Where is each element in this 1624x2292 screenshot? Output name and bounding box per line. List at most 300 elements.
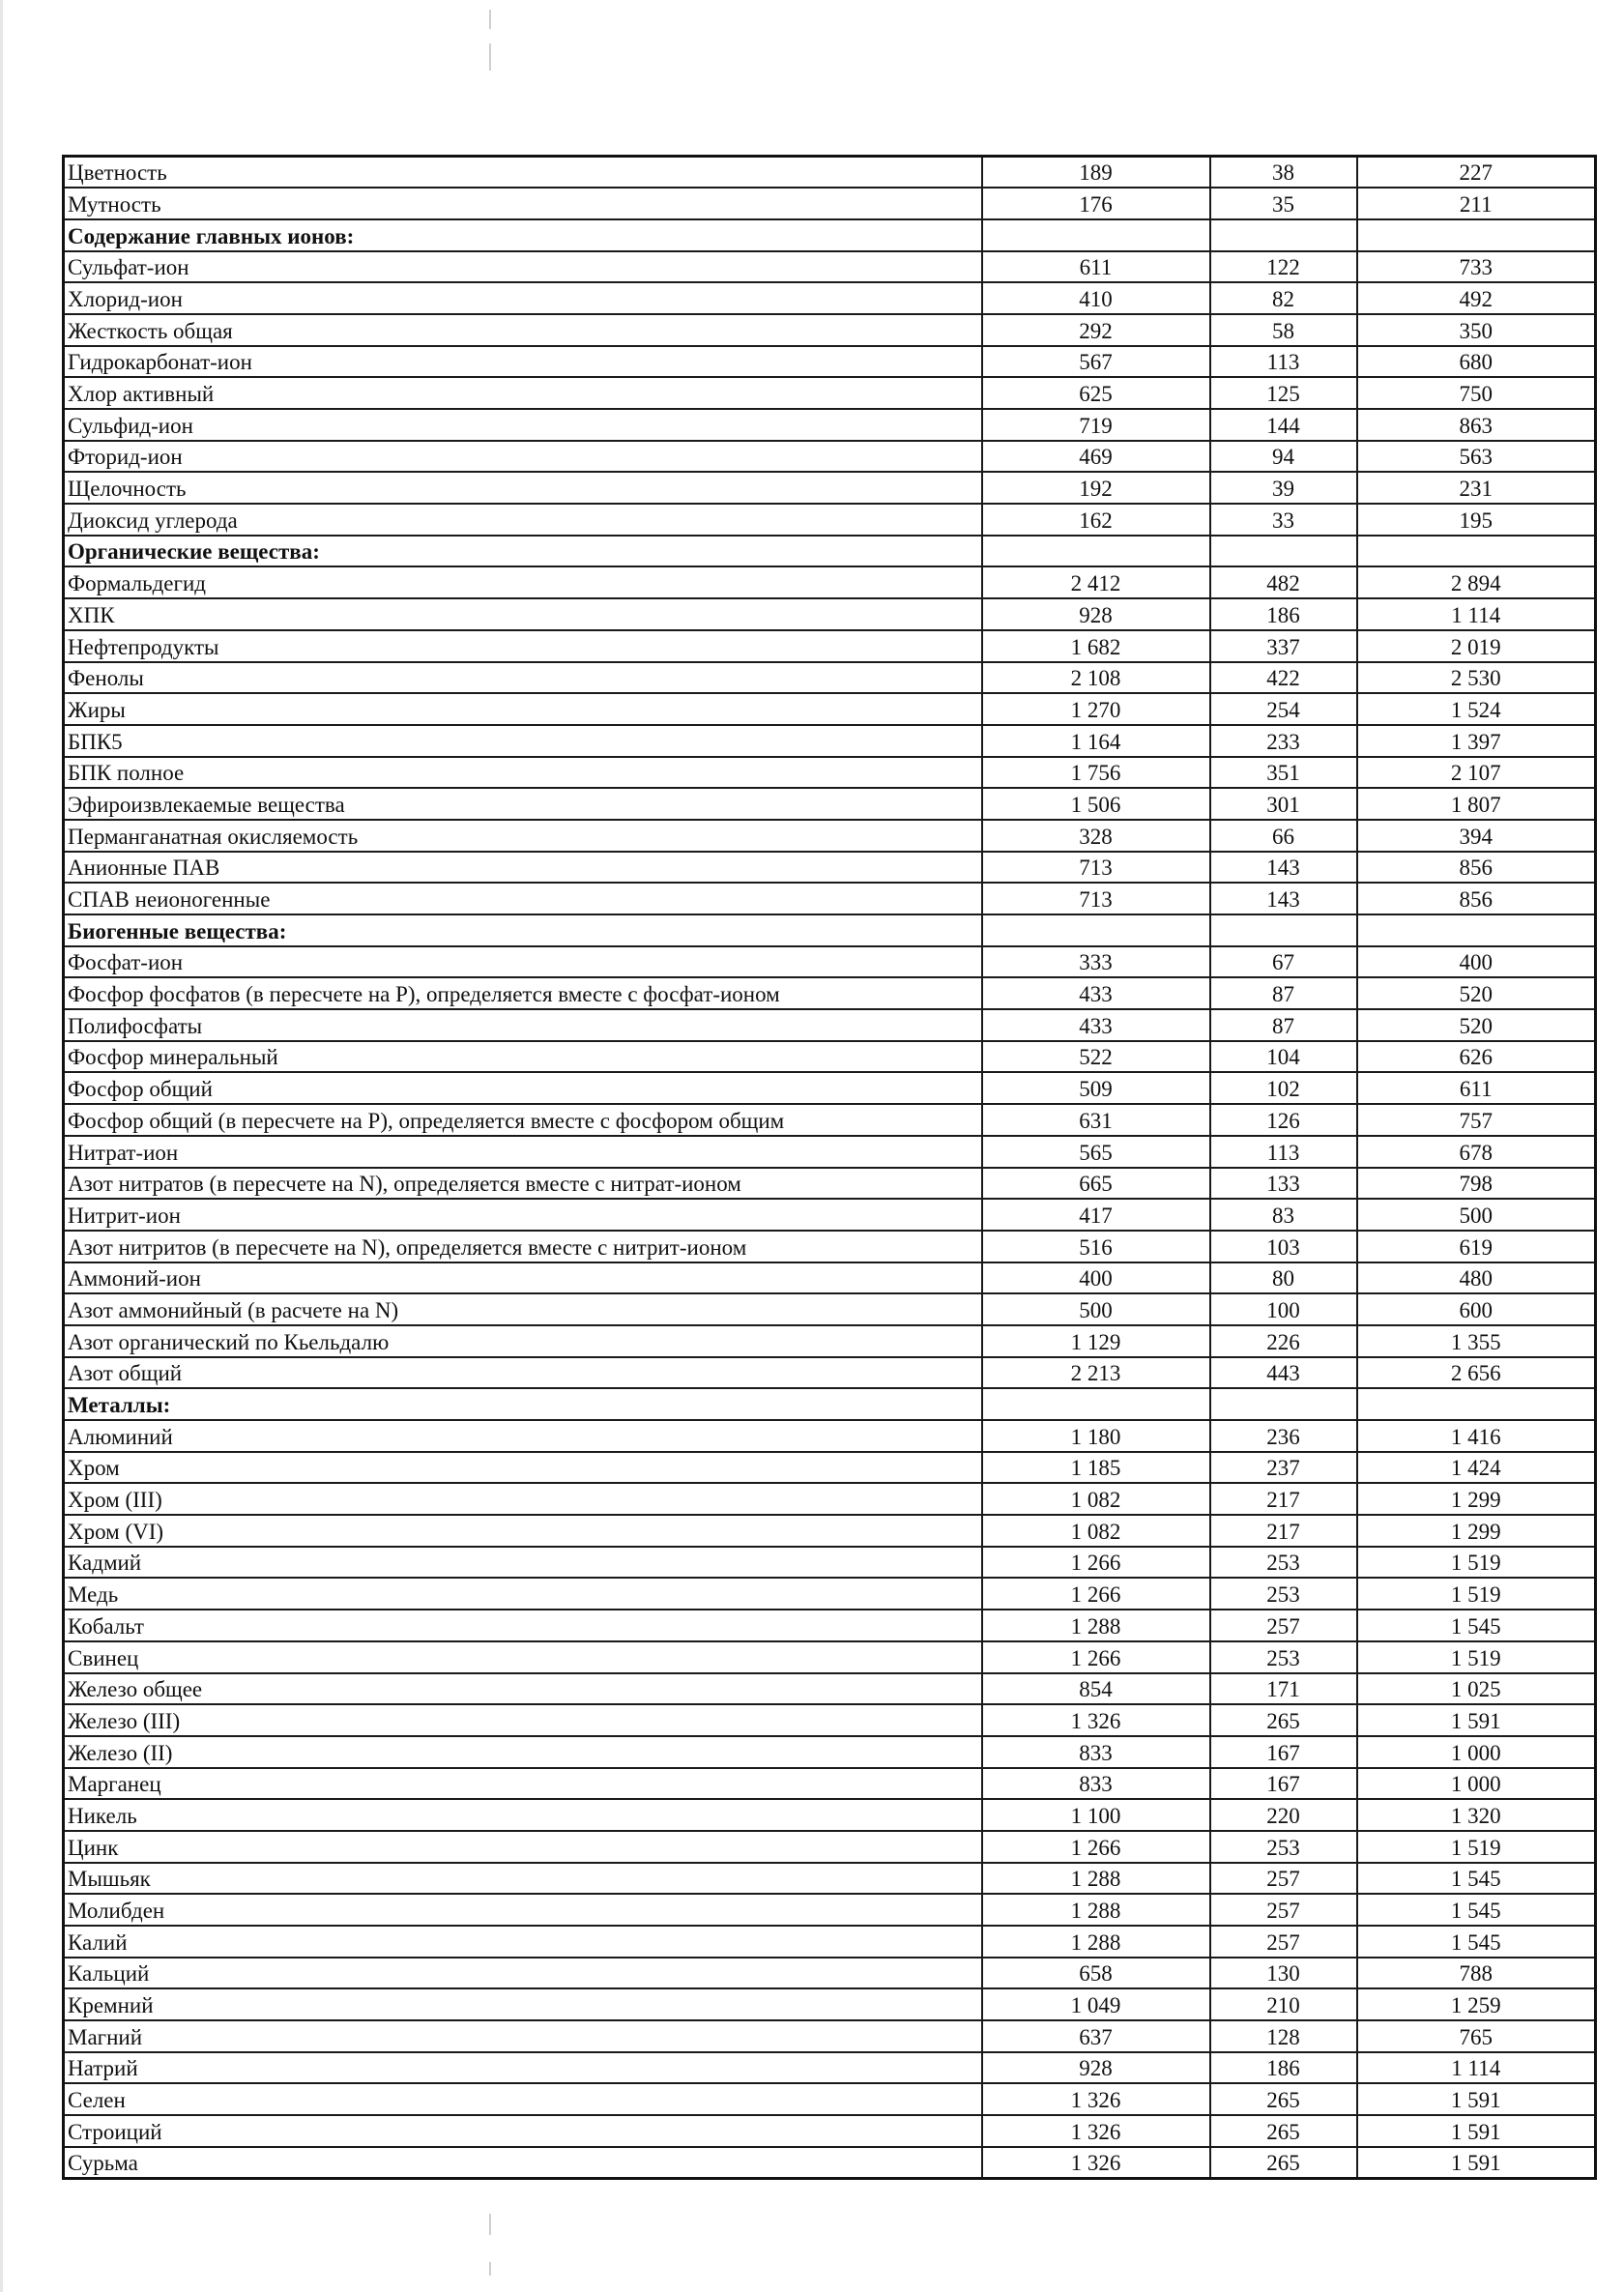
value-1-cell: 665 xyxy=(982,1168,1210,1200)
total-cell: 1 355 xyxy=(1357,1325,1596,1357)
value-1-cell: 333 xyxy=(982,946,1210,978)
table-row xyxy=(64,1483,1596,1515)
parameter-name: Магний xyxy=(64,2020,982,2052)
parameter-name: Молибден xyxy=(64,1894,982,1926)
total-cell: 1 299 xyxy=(1357,1515,1596,1547)
parameter-name: Кремний xyxy=(64,1988,982,2020)
value-1-cell xyxy=(982,914,1210,946)
parameter-name: СПАВ неионогенные xyxy=(64,883,982,914)
value-2-cell: 226 xyxy=(1210,1325,1357,1357)
total-cell: 619 xyxy=(1357,1231,1596,1262)
value-1-cell: 625 xyxy=(982,377,1210,409)
table-row xyxy=(64,693,1596,725)
value-1-cell: 1 082 xyxy=(982,1483,1210,1515)
value-2-cell: 167 xyxy=(1210,1768,1357,1800)
total-cell: 231 xyxy=(1357,472,1596,504)
value-1-cell: 162 xyxy=(982,504,1210,536)
parameter-name: Фосфор фосфатов (в пересчете на Р), определяется вместе с фосфат-ионом xyxy=(64,977,982,1009)
value-2-cell: 265 xyxy=(1210,2115,1357,2147)
table-row xyxy=(64,1894,1596,1926)
total-cell: 1 025 xyxy=(1357,1673,1596,1705)
parameter-name: Щелочность xyxy=(64,472,982,504)
value-2-cell: 210 xyxy=(1210,1988,1357,2020)
parameter-name: Цветность xyxy=(64,157,982,189)
total-cell: 1 259 xyxy=(1357,1988,1596,2020)
section-title: Металлы: xyxy=(64,1388,982,1420)
parameter-name: Формальдегид xyxy=(64,566,982,598)
total-cell: 765 xyxy=(1357,2020,1596,2052)
table-row xyxy=(64,282,1596,314)
scan-artifact xyxy=(489,2262,491,2276)
table-row xyxy=(64,662,1596,694)
total-cell: 492 xyxy=(1357,282,1596,314)
table-row xyxy=(64,1863,1596,1895)
total-cell: 1 000 xyxy=(1357,1768,1596,1800)
value-2-cell: 87 xyxy=(1210,977,1357,1009)
table-row xyxy=(64,1736,1596,1768)
parameter-name: Калий xyxy=(64,1926,982,1958)
parameter-name: Кальций xyxy=(64,1958,982,1989)
parameter-name: Азот органический по Кьельдалю xyxy=(64,1325,982,1357)
parameter-name: Полифосфаты xyxy=(64,1009,982,1041)
section-header-row xyxy=(64,536,1596,567)
total-cell: 1 524 xyxy=(1357,693,1596,725)
total-cell: 750 xyxy=(1357,377,1596,409)
table-row xyxy=(64,2115,1596,2147)
value-2-cell: 87 xyxy=(1210,1009,1357,1041)
section-title: Биогенные вещества: xyxy=(64,914,982,946)
value-2-cell: 217 xyxy=(1210,1483,1357,1515)
parameter-name: Аммоний-ион xyxy=(64,1262,982,1294)
table-row xyxy=(64,977,1596,1009)
total-cell xyxy=(1357,219,1596,251)
parameter-name: Свинец xyxy=(64,1641,982,1673)
value-1-cell: 713 xyxy=(982,883,1210,914)
value-1-cell: 189 xyxy=(982,157,1210,189)
total-cell: 1 545 xyxy=(1357,1863,1596,1895)
value-2-cell: 167 xyxy=(1210,1736,1357,1768)
total-cell: 611 xyxy=(1357,1072,1596,1104)
value-2-cell: 237 xyxy=(1210,1452,1357,1484)
parameter-name: Перманганатная окисляемость xyxy=(64,820,982,852)
table-row xyxy=(64,409,1596,441)
table-row xyxy=(64,1262,1596,1294)
value-2-cell xyxy=(1210,1388,1357,1420)
table-row xyxy=(64,1136,1596,1168)
parameter-name: Железо общее xyxy=(64,1673,982,1705)
value-1-cell: 1 270 xyxy=(982,693,1210,725)
table-row xyxy=(64,1547,1596,1579)
page-edge xyxy=(0,0,3,2292)
value-1-cell: 1 326 xyxy=(982,2115,1210,2147)
value-1-cell: 417 xyxy=(982,1199,1210,1231)
value-2-cell: 126 xyxy=(1210,1104,1357,1136)
total-cell: 227 xyxy=(1357,157,1596,189)
total-cell: 480 xyxy=(1357,1262,1596,1294)
parameter-name: Фторид-ион xyxy=(64,441,982,473)
value-1-cell: 292 xyxy=(982,314,1210,346)
total-cell: 1 519 xyxy=(1357,1641,1596,1673)
value-2-cell: 257 xyxy=(1210,1863,1357,1895)
value-2-cell: 83 xyxy=(1210,1199,1357,1231)
table-row xyxy=(64,1610,1596,1641)
value-1-cell: 433 xyxy=(982,1009,1210,1041)
value-2-cell: 301 xyxy=(1210,788,1357,820)
total-cell: 563 xyxy=(1357,441,1596,473)
total-cell: 1 545 xyxy=(1357,1610,1596,1641)
value-2-cell: 351 xyxy=(1210,757,1357,789)
table-row xyxy=(64,314,1596,346)
table-row xyxy=(64,1926,1596,1958)
value-1-cell: 1 326 xyxy=(982,2147,1210,2179)
table-row xyxy=(64,504,1596,536)
parameter-name: Цинк xyxy=(64,1831,982,1863)
parameter-name: Нефтепродукты xyxy=(64,630,982,662)
parameter-name: Азот нитратов (в пересчете на N), определяется вместе с нитрат-ионом xyxy=(64,1168,982,1200)
table-row xyxy=(64,1799,1596,1831)
table-row xyxy=(64,1009,1596,1041)
value-1-cell: 567 xyxy=(982,346,1210,378)
table-row xyxy=(64,1452,1596,1484)
parameter-name: Фосфор общий (в пересчете на Р), определяется вместе с фосфором общим xyxy=(64,1104,982,1136)
total-cell: 1 519 xyxy=(1357,1831,1596,1863)
table-row xyxy=(64,1673,1596,1705)
value-1-cell: 1 049 xyxy=(982,1988,1210,2020)
value-2-cell: 144 xyxy=(1210,409,1357,441)
parameter-name: Алюминий xyxy=(64,1420,982,1452)
value-2-cell: 253 xyxy=(1210,1547,1357,1579)
total-cell: 856 xyxy=(1357,852,1596,884)
parameter-name: Азот нитритов (в пересчете на N), определяется вместе с нитрит-ионом xyxy=(64,1231,982,1262)
parameter-name: Никель xyxy=(64,1799,982,1831)
value-1-cell: 1 266 xyxy=(982,1547,1210,1579)
section-title: Содержание главных ионов: xyxy=(64,219,982,251)
parameter-name: Фосфат-ион xyxy=(64,946,982,978)
parameter-name: Строиций xyxy=(64,2115,982,2147)
value-2-cell: 217 xyxy=(1210,1515,1357,1547)
total-cell: 1 397 xyxy=(1357,725,1596,757)
value-2-cell: 94 xyxy=(1210,441,1357,473)
total-cell: 1 299 xyxy=(1357,1483,1596,1515)
value-2-cell: 482 xyxy=(1210,566,1357,598)
total-cell: 1 114 xyxy=(1357,2052,1596,2084)
value-2-cell: 186 xyxy=(1210,2052,1357,2084)
value-1-cell: 2 108 xyxy=(982,662,1210,694)
value-2-cell: 39 xyxy=(1210,472,1357,504)
value-2-cell: 233 xyxy=(1210,725,1357,757)
parameter-name: Диоксид углерода xyxy=(64,504,982,536)
value-1-cell: 1 288 xyxy=(982,1610,1210,1641)
total-cell: 1 519 xyxy=(1357,1547,1596,1579)
total-cell: 2 656 xyxy=(1357,1357,1596,1389)
total-cell: 1 545 xyxy=(1357,1894,1596,1926)
parameter-name: Кадмий xyxy=(64,1547,982,1579)
value-1-cell: 631 xyxy=(982,1104,1210,1136)
data-table xyxy=(62,155,1597,2180)
parameter-name: Сурьма xyxy=(64,2147,982,2179)
value-1-cell: 410 xyxy=(982,282,1210,314)
table-row xyxy=(64,1768,1596,1800)
table-row xyxy=(64,1199,1596,1231)
table-row xyxy=(64,852,1596,884)
parameter-name: Сульфат-ион xyxy=(64,251,982,283)
table-row xyxy=(64,377,1596,409)
total-cell: 520 xyxy=(1357,1009,1596,1041)
total-cell: 600 xyxy=(1357,1293,1596,1325)
table-row xyxy=(64,1578,1596,1610)
value-2-cell: 100 xyxy=(1210,1293,1357,1325)
table-row xyxy=(64,1988,1596,2020)
total-cell: 400 xyxy=(1357,946,1596,978)
parameter-name: Хром (III) xyxy=(64,1483,982,1515)
table-row xyxy=(64,1831,1596,1863)
value-2-cell: 337 xyxy=(1210,630,1357,662)
value-1-cell: 522 xyxy=(982,1041,1210,1073)
parameter-name: Нитрат-ион xyxy=(64,1136,982,1168)
value-1-cell: 1 326 xyxy=(982,1704,1210,1736)
value-2-cell: 171 xyxy=(1210,1673,1357,1705)
scan-artifact xyxy=(489,10,491,29)
table-row xyxy=(64,883,1596,914)
value-2-cell: 66 xyxy=(1210,820,1357,852)
value-1-cell: 1 100 xyxy=(982,1799,1210,1831)
parameter-name: Анионные ПАВ xyxy=(64,852,982,884)
table-row xyxy=(64,820,1596,852)
value-1-cell: 1 288 xyxy=(982,1894,1210,1926)
value-1-cell: 713 xyxy=(982,852,1210,884)
value-1-cell: 1 164 xyxy=(982,725,1210,757)
value-1-cell: 719 xyxy=(982,409,1210,441)
total-cell: 1 591 xyxy=(1357,1704,1596,1736)
scan-artifact xyxy=(489,44,491,71)
value-1-cell: 2 412 xyxy=(982,566,1210,598)
table-row xyxy=(64,1041,1596,1073)
value-2-cell: 265 xyxy=(1210,2147,1357,2179)
value-2-cell: 58 xyxy=(1210,314,1357,346)
table-row xyxy=(64,1168,1596,1200)
total-cell: 500 xyxy=(1357,1199,1596,1231)
parameter-name: Фосфор общий xyxy=(64,1072,982,1104)
table-row xyxy=(64,251,1596,283)
parameter-name: БПК полное xyxy=(64,757,982,789)
value-1-cell: 1 756 xyxy=(982,757,1210,789)
table-row xyxy=(64,1515,1596,1547)
table-row xyxy=(64,472,1596,504)
value-2-cell: 265 xyxy=(1210,1704,1357,1736)
total-cell: 626 xyxy=(1357,1041,1596,1073)
total-cell: 1 519 xyxy=(1357,1578,1596,1610)
parameter-name: Кобальт xyxy=(64,1610,982,1641)
total-cell: 394 xyxy=(1357,820,1596,852)
value-2-cell xyxy=(1210,219,1357,251)
value-2-cell: 143 xyxy=(1210,852,1357,884)
total-cell: 856 xyxy=(1357,883,1596,914)
table-row xyxy=(64,346,1596,378)
parameter-name: Медь xyxy=(64,1578,982,1610)
value-1-cell xyxy=(982,536,1210,567)
value-2-cell: 125 xyxy=(1210,377,1357,409)
parameter-name: Хлорид-ион xyxy=(64,282,982,314)
parameter-name: Мышьяк xyxy=(64,1863,982,1895)
total-cell: 788 xyxy=(1357,1958,1596,1989)
value-2-cell: 122 xyxy=(1210,251,1357,283)
value-1-cell: 509 xyxy=(982,1072,1210,1104)
value-2-cell: 143 xyxy=(1210,883,1357,914)
value-2-cell: 186 xyxy=(1210,598,1357,630)
value-1-cell: 928 xyxy=(982,2052,1210,2084)
value-2-cell: 35 xyxy=(1210,188,1357,219)
table-row xyxy=(64,1104,1596,1136)
value-2-cell: 253 xyxy=(1210,1831,1357,1863)
value-2-cell: 422 xyxy=(1210,662,1357,694)
total-cell: 1 591 xyxy=(1357,2115,1596,2147)
scan-artifact xyxy=(489,2214,491,2235)
parameter-name: Хром (VI) xyxy=(64,1515,982,1547)
total-cell: 350 xyxy=(1357,314,1596,346)
value-2-cell: 102 xyxy=(1210,1072,1357,1104)
value-1-cell: 1 326 xyxy=(982,2083,1210,2115)
total-cell: 1 114 xyxy=(1357,598,1596,630)
value-2-cell: 128 xyxy=(1210,2020,1357,2052)
value-1-cell: 854 xyxy=(982,1673,1210,1705)
total-cell xyxy=(1357,1388,1596,1420)
value-2-cell: 443 xyxy=(1210,1357,1357,1389)
value-2-cell: 113 xyxy=(1210,346,1357,378)
value-1-cell: 1 288 xyxy=(982,1926,1210,1958)
value-1-cell: 500 xyxy=(982,1293,1210,1325)
value-2-cell: 236 xyxy=(1210,1420,1357,1452)
total-cell: 1 807 xyxy=(1357,788,1596,820)
parameter-name: ХПК xyxy=(64,598,982,630)
total-cell: 520 xyxy=(1357,977,1596,1009)
table-row xyxy=(64,788,1596,820)
total-cell xyxy=(1357,914,1596,946)
value-2-cell: 113 xyxy=(1210,1136,1357,1168)
total-cell: 680 xyxy=(1357,346,1596,378)
table-row xyxy=(64,157,1596,189)
table-row xyxy=(64,725,1596,757)
total-cell: 1 416 xyxy=(1357,1420,1596,1452)
parameter-name: Эфироизвлекаемые вещества xyxy=(64,788,982,820)
value-1-cell: 1 682 xyxy=(982,630,1210,662)
total-cell: 195 xyxy=(1357,504,1596,536)
value-1-cell: 928 xyxy=(982,598,1210,630)
value-1-cell: 192 xyxy=(982,472,1210,504)
parameter-name: Марганец xyxy=(64,1768,982,1800)
value-2-cell: 130 xyxy=(1210,1958,1357,1989)
parameter-name: Гидрокарбонат-ион xyxy=(64,346,982,378)
value-2-cell: 265 xyxy=(1210,2083,1357,2115)
total-cell: 733 xyxy=(1357,251,1596,283)
section-header-row xyxy=(64,914,1596,946)
value-2-cell: 33 xyxy=(1210,504,1357,536)
total-cell: 798 xyxy=(1357,1168,1596,1200)
parameter-name: Жиры xyxy=(64,693,982,725)
table-row xyxy=(64,188,1596,219)
parameter-name: Натрий xyxy=(64,2052,982,2084)
value-1-cell: 469 xyxy=(982,441,1210,473)
parameter-name: Селен xyxy=(64,2083,982,2115)
value-1-cell: 516 xyxy=(982,1231,1210,1262)
parameter-name: Хром xyxy=(64,1452,982,1484)
total-cell: 1 591 xyxy=(1357,2083,1596,2115)
table-row xyxy=(64,1072,1596,1104)
total-cell xyxy=(1357,536,1596,567)
total-cell: 2 019 xyxy=(1357,630,1596,662)
parameter-name: Железо (II) xyxy=(64,1736,982,1768)
parameter-name: БПК5 xyxy=(64,725,982,757)
value-1-cell: 833 xyxy=(982,1768,1210,1800)
value-1-cell: 1 288 xyxy=(982,1863,1210,1895)
total-cell: 1 000 xyxy=(1357,1736,1596,1768)
value-2-cell: 82 xyxy=(1210,282,1357,314)
value-1-cell: 176 xyxy=(982,188,1210,219)
value-2-cell: 253 xyxy=(1210,1641,1357,1673)
parameter-name: Жесткость общая xyxy=(64,314,982,346)
parameter-name: Сульфид-ион xyxy=(64,409,982,441)
value-1-cell: 611 xyxy=(982,251,1210,283)
table-row xyxy=(64,1325,1596,1357)
total-cell: 757 xyxy=(1357,1104,1596,1136)
total-cell: 2 894 xyxy=(1357,566,1596,598)
section-header-row xyxy=(64,1388,1596,1420)
value-1-cell: 1 180 xyxy=(982,1420,1210,1452)
table-row xyxy=(64,1958,1596,1989)
value-1-cell xyxy=(982,1388,1210,1420)
total-cell: 678 xyxy=(1357,1136,1596,1168)
value-1-cell: 658 xyxy=(982,1958,1210,1989)
table-row xyxy=(64,441,1596,473)
total-cell: 1 591 xyxy=(1357,2147,1596,2179)
value-1-cell: 2 213 xyxy=(982,1357,1210,1389)
parameter-name: Хлор активный xyxy=(64,377,982,409)
table-row xyxy=(64,757,1596,789)
value-1-cell: 1 266 xyxy=(982,1831,1210,1863)
table-row xyxy=(64,1293,1596,1325)
value-1-cell: 1 506 xyxy=(982,788,1210,820)
table-row xyxy=(64,2147,1596,2179)
value-2-cell xyxy=(1210,914,1357,946)
section-title: Органические вещества: xyxy=(64,536,982,567)
total-cell: 2 530 xyxy=(1357,662,1596,694)
parameter-name: Нитрит-ион xyxy=(64,1199,982,1231)
value-1-cell: 400 xyxy=(982,1262,1210,1294)
value-2-cell: 257 xyxy=(1210,1610,1357,1641)
table-row xyxy=(64,1420,1596,1452)
parameter-name: Азот аммонийный (в расчете на N) xyxy=(64,1293,982,1325)
value-1-cell xyxy=(982,219,1210,251)
value-1-cell: 1 266 xyxy=(982,1578,1210,1610)
section-header-row xyxy=(64,219,1596,251)
value-2-cell: 67 xyxy=(1210,946,1357,978)
value-1-cell: 1 185 xyxy=(982,1452,1210,1484)
value-2-cell: 257 xyxy=(1210,1894,1357,1926)
value-1-cell: 833 xyxy=(982,1736,1210,1768)
total-cell: 211 xyxy=(1357,188,1596,219)
value-2-cell: 38 xyxy=(1210,157,1357,189)
table-row xyxy=(64,598,1596,630)
table-row xyxy=(64,2052,1596,2084)
parameter-name: Фенолы xyxy=(64,662,982,694)
value-1-cell: 1 082 xyxy=(982,1515,1210,1547)
parameter-name: Мутность xyxy=(64,188,982,219)
value-2-cell: 257 xyxy=(1210,1926,1357,1958)
value-1-cell: 433 xyxy=(982,977,1210,1009)
table-row xyxy=(64,1357,1596,1389)
value-1-cell: 1 266 xyxy=(982,1641,1210,1673)
total-cell: 863 xyxy=(1357,409,1596,441)
table-row xyxy=(64,1641,1596,1673)
